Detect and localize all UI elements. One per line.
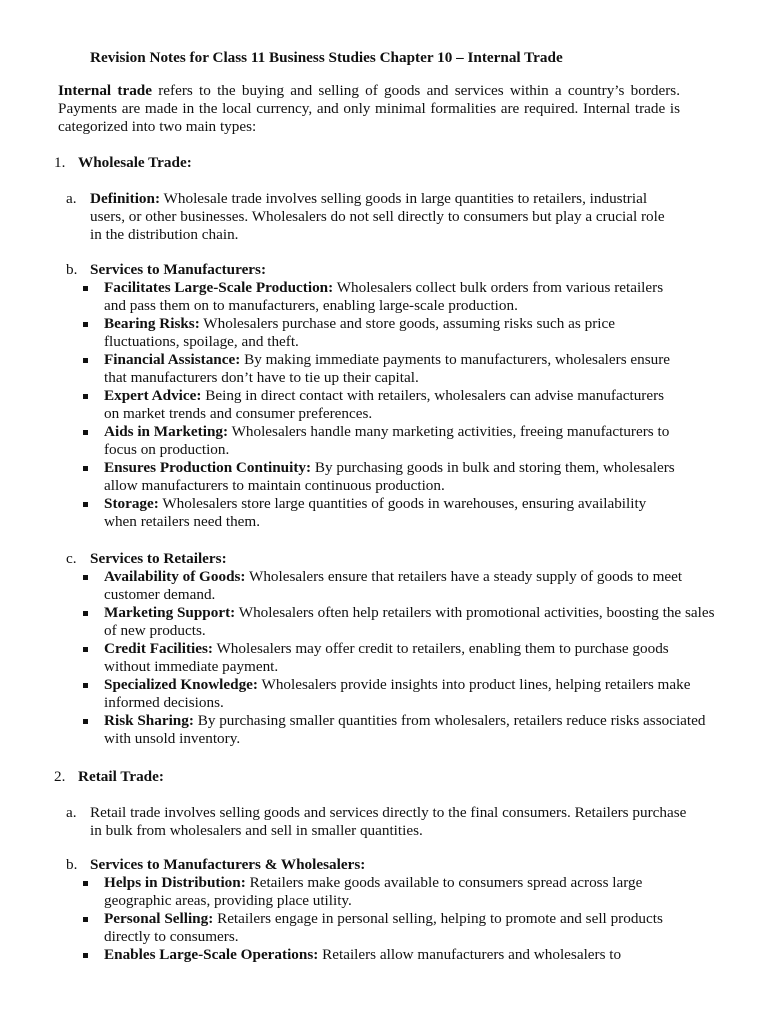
subsection-heading: Services to Manufacturers: — [90, 261, 267, 278]
bullet-square-icon — [83, 394, 88, 399]
subsection-retail-definition — [66, 804, 692, 840]
subsection-services-manufacturers — [66, 261, 678, 531]
item-text: Wholesalers provide insights into product lines, helping retailers make informed decisions. — [104, 676, 691, 711]
section-title: Wholesale Trade: — [78, 154, 192, 171]
bullet-square-icon — [83, 502, 88, 507]
list-item — [66, 423, 678, 459]
subsection-letter: c. — [66, 550, 77, 567]
item-text: Wholesalers store large quantities of goods in warehouses, ensuring availability when retailers need them. — [104, 495, 647, 530]
section-number: 2. — [54, 768, 66, 785]
list-item — [66, 495, 678, 531]
subsection-services-retailers — [66, 550, 716, 748]
bullet-square-icon — [83, 647, 88, 652]
item-term: Aids in Marketing: — [104, 423, 229, 440]
bullet-square-icon — [83, 322, 88, 327]
bullet-square-icon — [83, 611, 88, 616]
item-term: Specialized Knowledge: — [104, 676, 258, 693]
subsection-letter: b. — [66, 261, 78, 278]
bullet-square-icon — [83, 881, 88, 886]
bullet-list — [66, 874, 706, 964]
list-item — [66, 315, 678, 351]
item-term: Facilitates Large-Scale Production: — [104, 279, 334, 296]
list-item — [66, 946, 706, 964]
list-item — [66, 279, 678, 315]
item-term: Risk Sharing: — [104, 712, 194, 729]
list-item — [66, 676, 716, 712]
list-item — [66, 604, 716, 640]
section-number: 1. — [54, 154, 66, 171]
bullet-list — [66, 568, 716, 748]
subsection-services-manufacturers-wholesalers — [66, 856, 706, 964]
item-term: Financial Assistance: — [104, 351, 241, 368]
list-item — [66, 910, 706, 946]
list-item — [66, 712, 716, 748]
subsection-heading: Services to Retailers: — [90, 550, 227, 567]
intro-term: Internal trade — [58, 82, 152, 99]
bullet-square-icon — [83, 917, 88, 922]
item-text: Wholesalers ensure that retailers have a steady supply of goods to meet customer demand. — [104, 568, 683, 603]
item-term: Helps in Distribution: — [104, 874, 246, 891]
bullet-square-icon — [83, 358, 88, 363]
item-text: By making immediate payments to manufacturers, wholesalers ensure that manufacturers don’t have to tie up their capital. — [104, 351, 671, 386]
bullet-square-icon — [83, 286, 88, 291]
definition-term: Definition: — [90, 190, 161, 207]
bullet-square-icon — [83, 430, 88, 435]
item-text: Retailers engage in personal selling, helping to promote and sell products directly to consumers. — [104, 910, 663, 945]
list-item — [66, 351, 678, 387]
intro-text: refers to the buying and selling of goods and services within a country’s borders. Payments are made in the local currency, and only minimal formalities are required. Internal trade is categorized into two main types: — [58, 82, 680, 135]
list-item — [66, 874, 706, 910]
bullet-square-icon — [83, 466, 88, 471]
item-term: Ensures Production Continuity: — [104, 459, 312, 476]
item-term: Bearing Risks: — [104, 315, 200, 332]
item-term: Expert Advice: — [104, 387, 202, 404]
item-text: Wholesalers handle many marketing activities, freeing manufacturers to focus on production. — [104, 423, 670, 458]
item-term: Storage: — [104, 495, 159, 512]
item-text: Retailers allow manufacturers and wholesalers to — [318, 946, 622, 963]
item-text: Being in direct contact with retailers, wholesalers can advise manufacturers on market trends and consumer preferences. — [104, 387, 665, 422]
item-text: Wholesalers purchase and store goods, assuming risks such as price fluctuations, spoilage, and theft. — [104, 315, 615, 350]
list-item — [66, 387, 678, 423]
item-text: Retailers make goods available to consumers spread across large geographic areas, providing place utility. — [104, 874, 643, 909]
list-item — [66, 568, 716, 604]
list-item — [66, 459, 678, 495]
subsection-definition — [66, 190, 670, 244]
subsection-heading: Services to Manufacturers & Wholesalers: — [90, 856, 366, 873]
item-text: By purchasing goods in bulk and storing them, wholesalers allow manufacturers to maintain continuous production. — [104, 459, 675, 494]
list-item — [66, 640, 716, 676]
item-text: Wholesalers collect bulk orders from various retailers and pass them on to manufacturers, enabling large-scale production. — [104, 279, 664, 314]
bullet-list — [66, 279, 678, 531]
subsection-letter: a. — [66, 804, 77, 821]
item-text: Wholesalers may offer credit to retailers, enabling them to purchase goods without immediate payment. — [104, 640, 669, 675]
bullet-square-icon — [83, 683, 88, 688]
item-term: Enables Large-Scale Operations: — [104, 946, 319, 963]
section-title: Retail Trade: — [78, 768, 164, 785]
bullet-square-icon — [83, 719, 88, 724]
item-text: Wholesalers often help retailers with promotional activities, boosting the sales of new products. — [104, 604, 715, 639]
item-term: Personal Selling: — [104, 910, 214, 927]
item-term: Availability of Goods: — [104, 568, 246, 585]
item-term: Marketing Support: — [104, 604, 236, 621]
item-text: By purchasing smaller quantities from wholesalers, retailers reduce risks associated with unsold inventory. — [104, 712, 706, 747]
item-term: Credit Facilities: — [104, 640, 213, 657]
bullet-square-icon — [83, 575, 88, 580]
subsection-letter: a. — [66, 190, 77, 207]
page-title: Revision Notes for Class 11 Business Studies Chapter 10 – Internal Trade — [90, 49, 563, 66]
intro-paragraph — [58, 82, 680, 136]
subsection-letter: b. — [66, 856, 78, 873]
retail-definition-text: Retail trade involves selling goods and services directly to the final consumers. Retailers purchase in bulk from wholesalers and sell in smaller quantities. — [90, 804, 687, 839]
bullet-square-icon — [83, 953, 88, 958]
definition-text: Wholesale trade involves selling goods in large quantities to retailers, industrial users, or other businesses. Wholesalers do not sell directly to consumers but play a crucial role in the distribution chain. — [90, 190, 665, 243]
